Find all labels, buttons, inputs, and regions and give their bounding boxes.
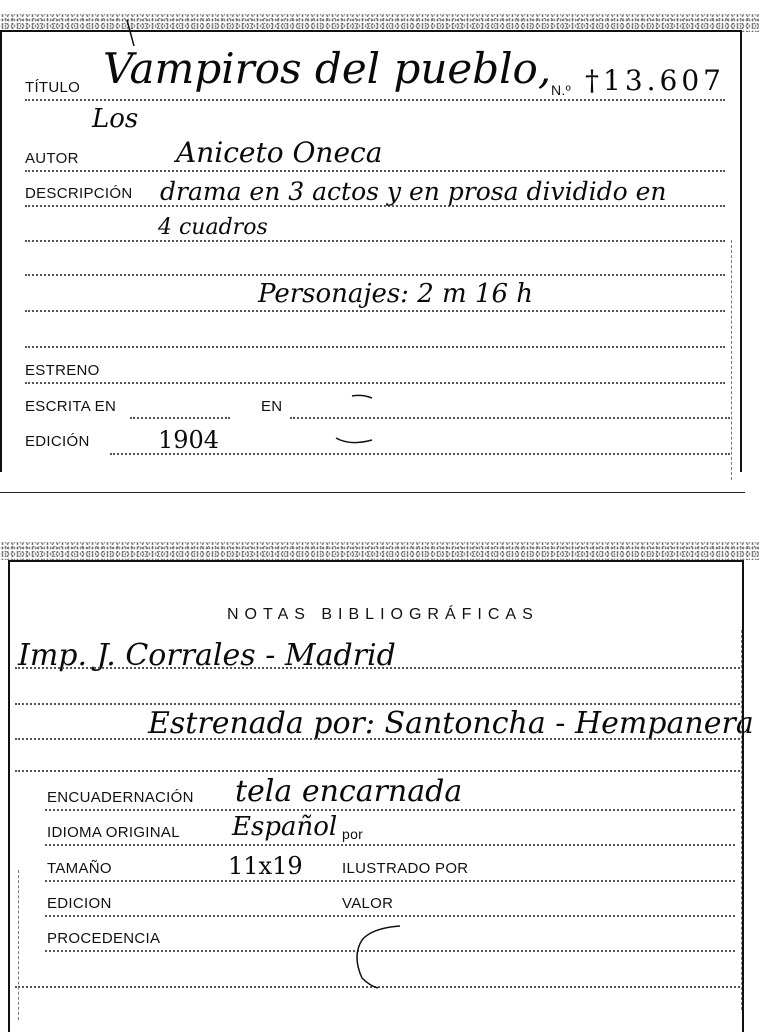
tamano-label: TAMAÑO	[47, 860, 112, 877]
notas-heading: NOTAS BIBLIOGRÁFICAS	[227, 606, 539, 623]
idioma-label: IDIOMA ORIGINAL	[47, 824, 180, 841]
encuadernacion-label: ENCUADERNACIÓN	[47, 789, 194, 806]
pen-mark	[0, 530, 759, 1028]
por-label: por	[342, 826, 364, 842]
edicion-label: EDICION	[47, 895, 112, 912]
valor-label: VALOR	[342, 895, 394, 912]
personajes-note: Personajes: 2 m 16 h	[258, 279, 534, 309]
titulo-value: Vampiros del pueblo,	[103, 44, 552, 93]
autor-value: Aniceto Oneca	[176, 136, 383, 169]
ilustrado-label: ILUSTRADO POR	[342, 860, 469, 877]
descripcion-label: DESCRIPCIÓN	[25, 185, 133, 202]
edicion-value: 1904	[158, 426, 220, 454]
card-bottom-edge	[0, 492, 745, 493]
numero-label: N.º	[551, 82, 572, 98]
procedencia-label: PROCEDENCIA	[47, 930, 161, 947]
tamano-value: 11x19	[228, 852, 303, 880]
nota-line-1: Imp. J. Corrales - Madrid	[18, 638, 396, 673]
escrita-label: ESCRITA EN	[25, 398, 117, 415]
encuadernacion-value: tela encarnada	[235, 774, 463, 809]
descripcion-value: drama en 3 actos y en prosa dividido en	[160, 177, 667, 206]
titulo-label: TÍTULO	[25, 79, 81, 96]
autor-label: AUTOR	[25, 150, 79, 167]
card-edge	[731, 240, 732, 480]
pen-mark	[0, 0, 759, 495]
titulo-continuation: Los	[92, 104, 139, 134]
card-edge	[18, 870, 19, 1020]
card-edge	[741, 630, 742, 1010]
numero-value: †13.607	[585, 64, 725, 97]
catalog-card-bibliography	[0, 530, 759, 1028]
descripcion-continuation: 4 cuadros	[158, 215, 268, 240]
estreno-label: ESTRENO	[25, 362, 100, 379]
idioma-value: Español	[232, 812, 338, 842]
nota-line-2: Estrenada por: Santoncha - Hempanera	[148, 706, 754, 741]
catalog-card-title	[0, 0, 759, 495]
en-label: EN	[261, 398, 283, 415]
edicion-label: EDICIÓN	[25, 433, 90, 450]
